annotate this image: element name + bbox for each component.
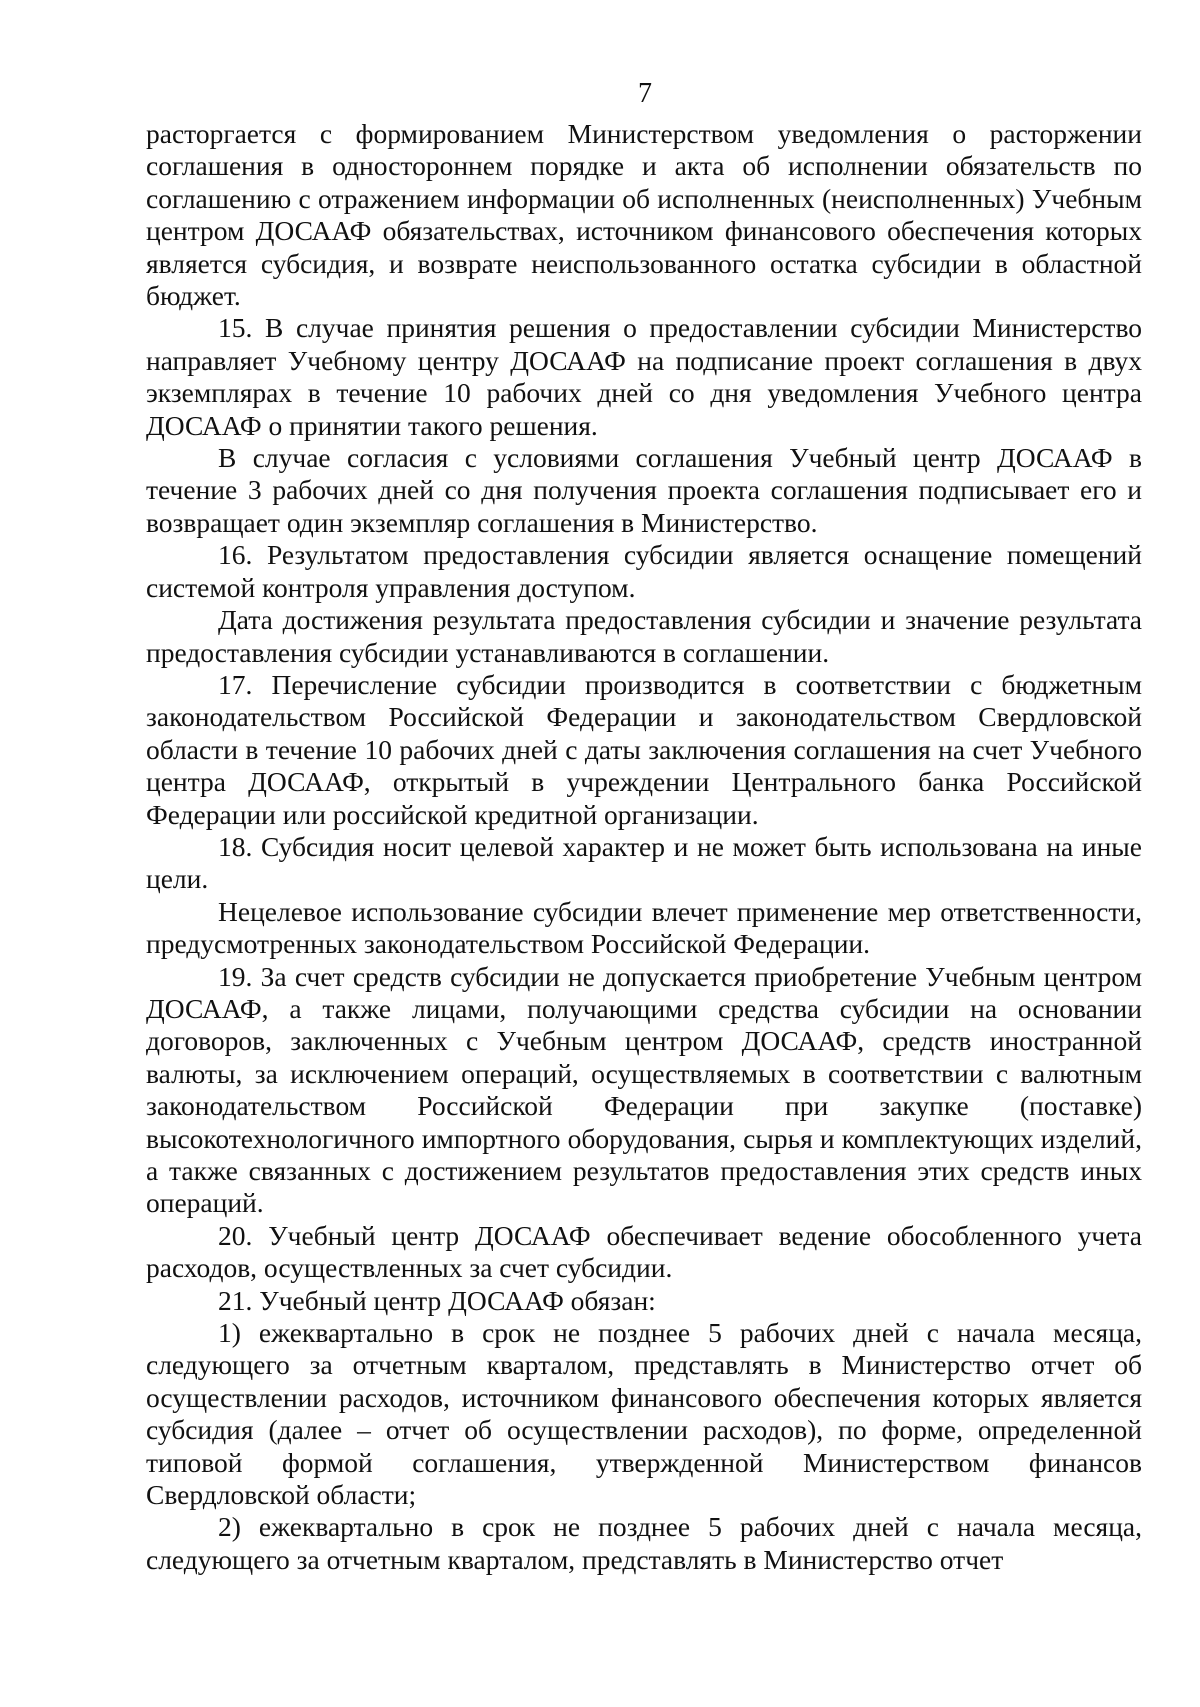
paragraph-item-19: 19. За счет средств субсидии не допускается приобретение Учебным центром ДОСААФ, а также лицами, получающими средства субсидии на основании договоров, заключенных с Учебным центром ДОСААФ, средств иностранной валюты, за исключением операций, осуществляемых в соответствии с валютным законодательством Российской Федерации при закупке (поставке) высокотехнологичного импортного оборудования, сырья и комплектующих изделий, а также связанных с достижением результатов предоставления этих средств иных операций. [146,960,1142,1219]
paragraph-item-17: 17. Перечисление субсидии производится в соответствии с бюджетным законодательством Российской Федерации и законодательством Свердловской области в течение 10 рабочих дней с даты заключения соглашения на счет Учебного центра ДОСААФ, открытый в учреждении Центрального банка Российской Федерации или российской кредитной организации. [146,668,1142,830]
paragraph-continuation: расторгается с формированием Министерством уведомления о расторжении соглашения в одностороннем порядке и акта об исполнении обязательств по соглашению с отражением информации об исполненных (неисполненных) Учебным центром ДОСААФ обязательствах, источником финансового обеспечения которых является субсидия, и возврате неиспользованного остатка субсидии в областной бюджет. [146,118,1142,312]
paragraph-item-16: 16. Результатом предоставления субсидии является оснащение помещений системой контроля управления доступом. [146,539,1142,603]
paragraph-subitem-2: 2) ежеквартально в срок не позднее 5 рабочих дней с начала месяца, следующего за отчетным кварталом, представлять в Министерство отчет [146,1511,1142,1575]
document-body [146,118,1142,1576]
paragraph-item-21: 21. Учебный центр ДОСААФ обязан: [218,1284,656,1316]
page-number: 7 [638,78,652,109]
paragraph-consent: В случае согласия с условиями соглашения Учебный центр ДОСААФ в течение 3 рабочих дней со дня получения проекта соглашения подписывает его и возвращает один экземпляр соглашения в Министерство. [146,442,1142,538]
paragraph-result-date: Дата достижения результата предоставления субсидии и значение результата предоставления субсидии устанавливаются в соглашении. [146,604,1142,668]
paragraph-subitem-1: 1) ежеквартально в срок не позднее 5 рабочих дней с начала месяца, следующего за отчетным кварталом, представлять в Министерство отчет об осуществлении расходов, источником финансового обеспечения которых является субсидия (далее – отчет об осуществлении расходов), по форме, определенной типовой формой соглашения, утвержденной Министерством финансов Свердловской области; [146,1317,1142,1511]
paragraph-item-20: 20. Учебный центр ДОСААФ обеспечивает ведение обособленного учета расходов, осуществленных за счет субсидии. [146,1219,1142,1284]
paragraph-item-18: 18. Субсидия носит целевой характер и не может быть использована на иные цели. [146,830,1142,895]
paragraph-misuse: Нецелевое использование субсидии влечет применение мер ответственности, предусмотренных законодательством Российской Федерации. [146,895,1142,960]
paragraph-item-15: 15. В случае принятия решения о предоставлении субсидии Министерство направляет Учебному центру ДОСААФ на подписание проект соглашения в двух экземплярах в течение 10 рабочих дней со дня уведомления Учебного центра ДОСААФ о принятии такого решения. [146,312,1142,441]
